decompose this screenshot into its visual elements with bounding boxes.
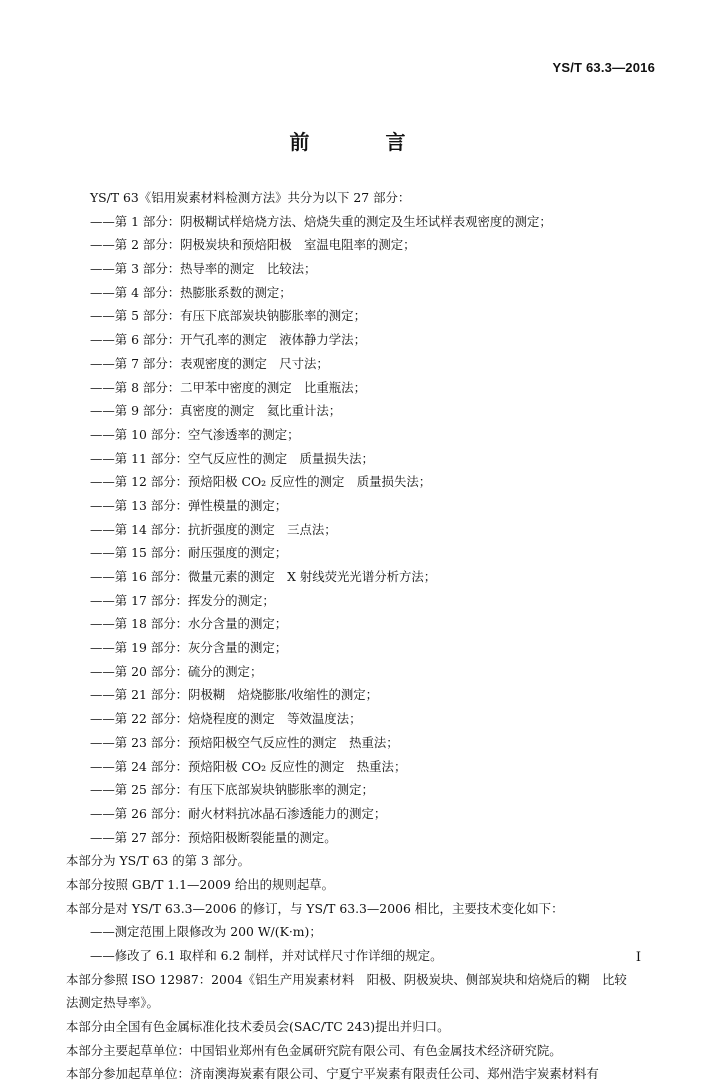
intro-line: YS/T 63《铝用炭素材料检测方法》共分为以下 27 部分： [90, 190, 411, 205]
list-item: ——第 27 部分：预焙阳极断裂能量的测定。 [90, 829, 337, 845]
list-item: ——第 22 部分：焙烧程度的测定 等效温度法； [90, 711, 362, 727]
list-item: ——第 21 部分：阴极糊 焙烧膨胀/收缩性的测定； [90, 687, 379, 703]
list-item: ——第 25 部分：有压下底部炭块钠膨胀率的测定； [90, 782, 374, 798]
list-item: ——第 19 部分：灰分含量的测定； [90, 640, 288, 656]
document-body [66, 186, 660, 1086]
paragraph-reference: 本部分参照 ISO 12987：2004《铝生产用炭素材料 阳极、阴极炭块、侧部炭块和焙烧后的糊 比较 [66, 971, 627, 987]
list-item: ——第 18 部分：水分含量的测定； [90, 616, 288, 632]
change-item: ——修改了 6.1 取样和 6.2 制样，并对试样尺寸作详细的规定。 [90, 948, 443, 963]
paragraph-participating-drafters: 本部分参加起草单位：济南澳海炭素有限公司、宁夏宁平炭素有限责任公司、郑州浩宇炭素材料有 [66, 1066, 599, 1082]
list-item: ——第 3 部分：热导率的测定 比较法； [90, 261, 317, 277]
paragraph-proposer: 本部分由全国有色金属标准化技术委员会(SAC/TC 243)提出并归口。 [66, 1019, 450, 1035]
list-item: ——第 23 部分：预焙阳极空气反应性的测定 热重法； [90, 734, 399, 750]
page-title: 前 言 [289, 130, 434, 154]
paragraph-drafting-rules: 本部分按照 GB/T 1.1—2009 给出的规则起草。 [66, 876, 334, 892]
list-item: ——第 26 部分：耐火材料抗冰晶石渗透能力的测定； [90, 805, 387, 821]
list-item: ——第 6 部分：开气孔率的测定 液体静力学法； [90, 332, 366, 348]
list-item: ——第 14 部分：抗折强度的测定 三点法； [90, 521, 337, 537]
list-item: ——第 20 部分：硫分的测定； [90, 663, 263, 679]
standard-code: YS/T 63.3—2016 [552, 60, 655, 75]
list-item: ——第 8 部分：二甲苯中密度的测定 比重瓶法； [90, 379, 366, 395]
parts-list [90, 210, 660, 850]
paragraph-main-drafters: 本部分主要起草单位：中国铝业郑州有色金属研究院有限公司、有色金属技术经济研究院。 [66, 1042, 562, 1058]
page-number: I [635, 950, 641, 965]
list-item: ——第 10 部分：空气渗透率的测定； [90, 426, 300, 442]
list-item: ——第 1 部分：阴极糊试样焙烧方法、焙烧失重的测定及生坯试样表观密度的测定； [90, 213, 552, 229]
list-item: ——第 11 部分：空气反应性的测定 质量损失法； [90, 450, 374, 466]
change-item: ——测定范围上限修改为 200 W/(K·m)； [90, 924, 322, 940]
paragraph-revision: 本部分是对 YS/T 63.3—2006 的修订，与 YS/T 63.3—2006 相比，主要技术变化如下： [66, 900, 564, 916]
paragraph-reference-cont: 法测定热导率》。 [66, 995, 159, 1011]
list-item: ——第 24 部分：预焙阳极 CO₂ 反应性的测定 热重法； [90, 758, 407, 774]
list-item: ——第 2 部分：阴极炭块和预焙阳极 室温电阻率的测定； [90, 237, 416, 253]
list-item: ——第 15 部分：耐压强度的测定； [90, 545, 288, 561]
paragraph-part-number: 本部分为 YS/T 63 的第 3 部分。 [66, 853, 250, 869]
list-item: ——第 7 部分：表观密度的测定 尺寸法； [90, 355, 329, 371]
list-item: ——第 5 部分：有压下底部炭块钠膨胀率的测定； [90, 308, 366, 324]
list-item: ——第 13 部分：弹性模量的测定； [90, 497, 288, 513]
list-item: ——第 9 部分：真密度的测定 氦比重计法； [90, 403, 342, 419]
list-item: ——第 4 部分：热膨胀系数的测定； [90, 284, 292, 300]
list-item: ——第 16 部分：微量元素的测定 X 射线荧光光谱分析方法； [90, 569, 437, 584]
list-item: ——第 12 部分：预焙阳极 CO₂ 反应性的测定 质量损失法； [90, 474, 432, 490]
list-item: ——第 17 部分：挥发分的测定； [90, 592, 275, 608]
